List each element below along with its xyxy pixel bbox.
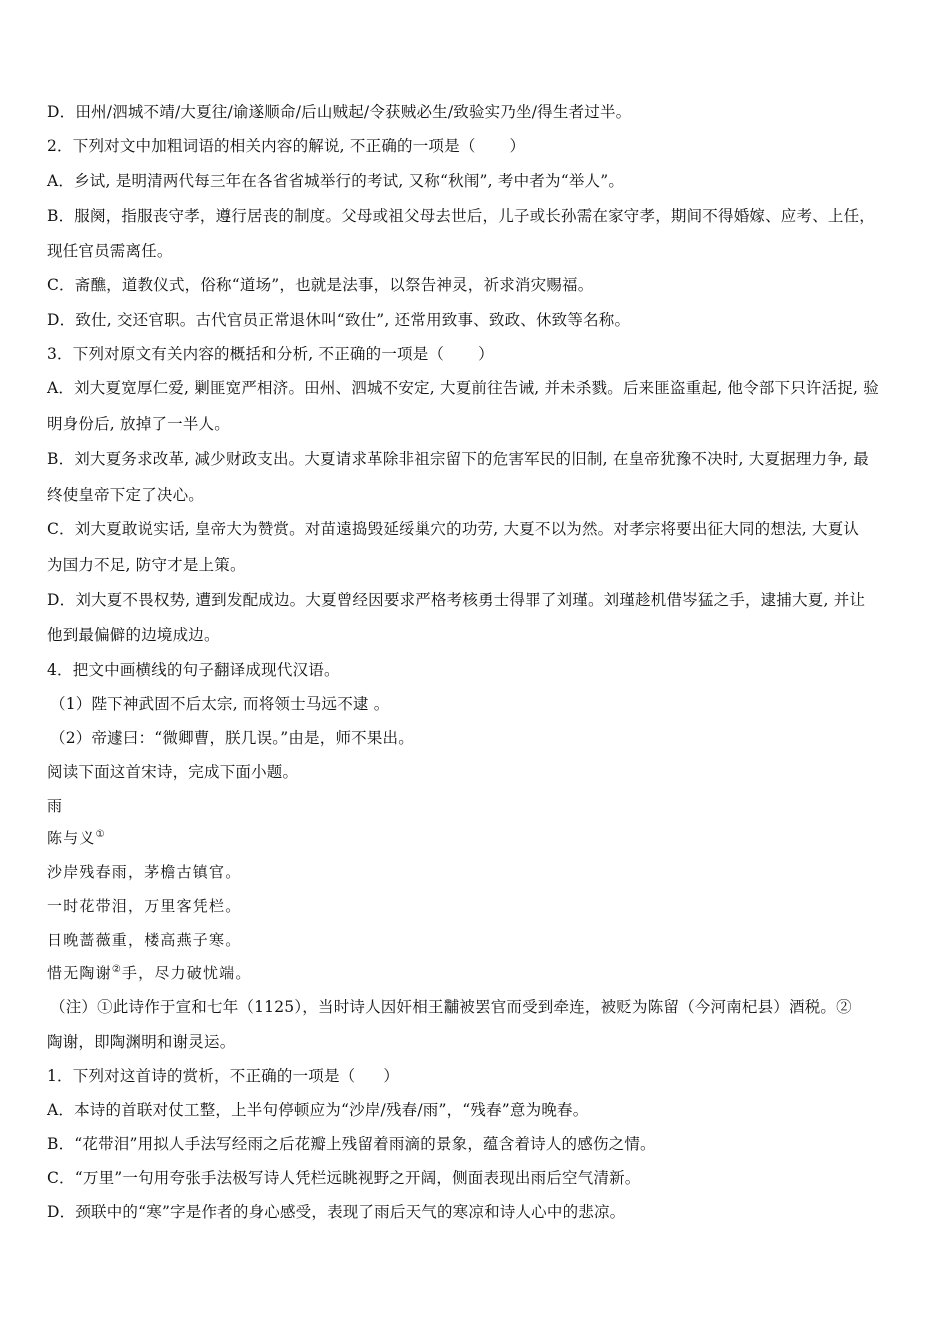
q2-option-d: D．致仕, 交还官职。古代官员正常退休叫“致仕”, 还常用致事、致政、休致等名称。: [47, 311, 631, 329]
poem-title: 雨: [47, 797, 64, 815]
q3-option-c: C．刘大夏敢说实话, 皇帝大为赞赏。对苗遠捣毁延绥巢穴的功劳, 大夏不以为然。对孝宗将要出征大同的想法, 大夏认: [47, 520, 860, 538]
question-2-close: ）: [509, 137, 526, 155]
option-d-q1: D．田州/泗城不靖/大夏往/谕遂顺命/后山贼起/令获贼必生/致验实乃坐/得生者过半。: [47, 103, 632, 121]
question-1-close: ）: [383, 1067, 400, 1085]
question-1-text: 1．下列对这首诗的赏析，不正确的一项是（: [47, 1067, 356, 1085]
question-1-stem: [47, 1065, 917, 1087]
question-3-close: ）: [478, 345, 494, 363]
q2-option-b-cont: 现任官员需离任。: [47, 242, 173, 260]
poem-line-4: [47, 962, 917, 984]
question-4-stem: 4．把文中画横线的句子翻译成现代汉语。: [47, 661, 340, 679]
q1-option-b: B．“花带泪”用拟人手法写经雨之后花瓣上残留着雨滴的景象，蕴含着诗人的感伤之情。: [47, 1135, 656, 1153]
poem-line-3: 日晚蔷薇重，楼高燕子寒。: [47, 931, 242, 949]
q2-option-c: C．斋醮，道教仪式，俗称“道场”，也就是法事，以祭告神灵，祈求消灾赐福。: [47, 276, 594, 294]
q2-option-a: A．乡试, 是明清两代每三年在各省省城举行的考试, 又称“秋闱”, 考中者为“举人”。: [47, 172, 625, 190]
poem-line-1: 沙岸残春雨，茅檐古镇官。: [47, 863, 242, 881]
q3-option-c-cont: 为国力不足, 防守才是上策。: [47, 556, 246, 574]
q1-option-d: D．颈联中的“寒”字是作者的身心感受，表现了雨后天气的寒凉和诗人心中的悲凉。: [47, 1203, 626, 1221]
q3-option-a: A．刘大夏宽厚仁爱, 剿匪宽严相济。田州、泗城不安定, 大夏前往告诫, 并未杀戮。后来匪盗重起, 他令部下只许活捉, 验: [47, 379, 879, 397]
q3-option-b-cont: 终使皇帝下定了决心。: [47, 486, 205, 504]
reading-instruction: 阅读下面这首宋诗，完成下面小题。: [47, 763, 299, 781]
question-3-stem: [47, 343, 917, 365]
question-2-text: 2．下列对文中加粗词语的相关内容的解说, 不正确的一项是（: [47, 137, 476, 155]
q3-option-a-cont: 明身份后, 放掉了一半人。: [47, 415, 230, 433]
footnote-marker-2: ②: [111, 964, 122, 975]
q3-option-d-cont: 他到最偏僻的边境成边。: [47, 626, 220, 644]
question-2-stem: [47, 135, 917, 157]
q2-option-b: B．服阕，指服丧守孝，遵行居丧的制度。父母或祖父母去世后，儿子或长孙需在家守孝，期间不得婚嫁、应考、上任，: [47, 207, 875, 225]
poem-author-name: 陈与义: [47, 829, 96, 847]
q4-sentence-2: （2）帝遽曰：“微卿曹，朕几误。”由是，师不果出。: [50, 729, 414, 747]
q3-option-b: B．刘大夏务求改革, 减少财政支出。大夏请求革除非祖宗留下的危害军民的旧制, 在皇帝犹豫不决时, 大夏据理力争, 最: [47, 450, 869, 468]
poem-line-2: 一时花带泪，万里客凭栏。: [47, 897, 242, 915]
poem-line-4-a: 惜无陶谢: [47, 964, 112, 982]
q1-option-c: C．“万里”一句用夸张手法极写诗人凭栏远眺视野之开阔，侧面表现出雨后空气清新。: [47, 1169, 641, 1187]
poem-notes: （注）①此诗作于宣和七年（1125），当时诗人因奸相王黼被罢官而受到牵连，被贬为陈留（今河南杞县）酒税。②: [50, 998, 852, 1016]
q1-option-a: A．本诗的首联对仗工整，上半句停顿应为“沙岸/残春/雨”，“残春”意为晚春。: [47, 1101, 589, 1119]
poem-notes-cont: 陶谢，即陶渊明和谢灵运。: [47, 1033, 236, 1051]
poem-author: [47, 827, 917, 849]
poem-line-4-b: 手，尽力破忧端。: [121, 964, 252, 982]
q4-sentence-1: （1）陛下神武固不后太宗, 而将领士马远不逮 。: [50, 695, 390, 713]
q3-option-d: D．刘大夏不畏权势, 遭到发配成边。大夏曾经因要求严格考核勇士得罪了刘瑾。刘瑾趁机借岑猛之手，逮捕大夏, 并让: [47, 591, 866, 609]
footnote-marker-1: ①: [95, 829, 106, 840]
question-3-text: 3．下列对原文有关内容的概括和分析, 不正确的一项是（: [47, 345, 445, 363]
